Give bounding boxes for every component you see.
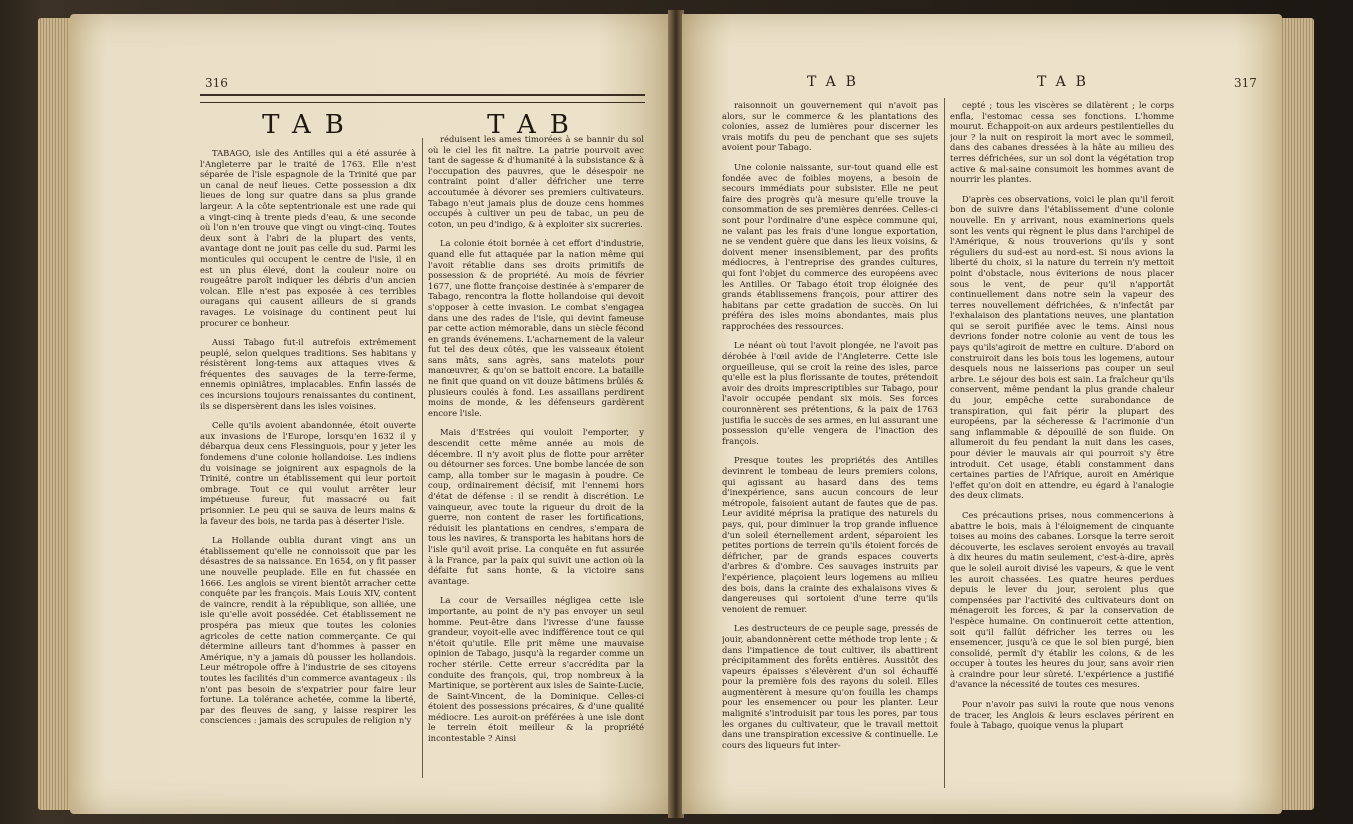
page-number-right: 317 [1234,76,1257,90]
left-page-edges [38,18,72,810]
column-divider-left [422,138,423,778]
paragraph: Aussi Tabago fut-il autrefois extrêmement peuplé, selon quelques traditions. Ses habitans y résistèrent long-tems aux attaques vives & fréquentes des sauvages de la terre-ferme, ennemis opiniâtres, implacables. Enfin lassés de ces incursions toujours renaissantes du continent, ils se dispersèrent dans les isles voisines. [200,337,416,411]
paragraph: La Hollande oublia durant vingt ans un établissement qu'elle ne connoissoit que par les désastres de sa naissance. En 1654, on y fit passer une nouvelle peuplade. Elle en fut chassée en 1666. Les anglois se virent bientôt arracher cette conquête par les françois. Mais Louis XIV, content de vaincre, rendit à la république, son alliée, une isle qu'elle avoit possédée. Cet établissement ne prospéra pas mieux que toutes les colonies agricoles de cette nation commerçante. Ce qui détermine ailleurs tant d'hommes à passer en Amérique, n'y a jamais dû pousser les hollandois. Leur métropole offre à l'industrie de ses citoyens toutes les facilités d'un commerce avantageux : ils n'ont pas besoin de s'expatrier pour faire leur fortune. La tolérance achetée, comme la liberté, par des fleuves de sang, y laisse respirer les consciences : jamais des scrupules de religion n'y [200,535,416,726]
left-column-2 [428,134,644,803]
left-page [70,14,670,814]
column-heading-2: TAB [487,110,583,140]
running-head-right: TAB [1037,74,1096,90]
paragraph: Une colonie naissante, sur-tout quand elle est fondée avec de foibles moyens, a besoin de secours immédiats pour subsister. Elle ne peut faire des progrès qu'à mesure qu'elle trouve la consommation de ses premières denrées. Celles-ci sont pour l'ordinaire d'une espèce commune qui, ne valant pas les frais d'une longue exportation, ne se vendent guère que dans les lieux voisins, & doivent mener insensiblement, par des profits médiocres, à l'entreprise des grandes cultures, qui font l'objet du commerce des européens avec les Antilles. Or Tabago étoit trop éloignée des grands établissemens françois, pour attirer des habitans par cette gradation de succès. On lui préféra des isles moins abondantes, mais plus rapprochées des ressources. [722,161,938,331]
paragraph: raisonnoit un gouvernement qui n'avoit pas alors, sur le commerce & les plantations des colonies, assez de lumières pour discerner les vrais motifs du peu de penchant que ses sujets avoient pour Tabago. [722,100,938,153]
running-head-left: TAB [807,74,866,90]
right-page-edges [1280,18,1314,810]
right-column-1 [722,100,938,805]
paragraph: D'après ces observations, voici le plan qu'il feroit bon de suivre dans l'établissement d'une colonie nouvelle. En y arrivant, nous examinerions quels sont les vents qui règnent le plus dans l'archipel de l'Amérique, & nous trouverions qu'ils y sont réguliers du sud-est au nord-est. Si nous avions la liberté du choix, si la nature du terrein n'y mettoit point d'obstacle, nous éviterions de nous placer sous le vent, de peur qu'il n'apportât continuellement dans notre sein la vapeur des terres nouvellement défrichées, & n'infectât par l'exhalaison des plantations neuves, une plantation qui se seroit purifiée avec le tems. Ainsi nous devrions fonder notre colonie au vent de tous les pays qu'ils'agiroit de mettre en culture. D'abord on construiroit dans les bois tous les logemens, autour desquels nous ne laisserions pas couper un seul arbre. Le séjour des bois est sain. La fraîcheur qu'ils conservent, même pendant la plus grande chaleur du jour, empêche cette surabondance de transpiration, qui fait périr la plupart des européens, par la sécheresse & l'acrimonie d'un sang inflammable & dépouillé de son fluide. On allumeroit du feu pendant la nuit dans les cases, pour dévier le mauvais air qui pourroit s'y être introduit. Cet usage, établi constamment dans certaines parties de l'Afrique, auroit en Amérique l'effet qu'on doit en attendre, eu égard à l'analogie des deux climats. [950,193,1174,501]
paragraph: cepté ; tous les viscères se dilatèrent ; le corps enfla, l'estomac cessa ses fonctions. L'homme mourut. Échappoit-on aux ardeurs pestilentielles du jour ? la nuit on respiroit la mort avec le sommeil, dans des cabanes dressées à la hâte au milieu des terres défrichées, sur un sol dont la végétation trop active & mal-saine consumoit les hommes avant de nourrir les plantes. [950,100,1174,185]
page-number-left: 316 [205,76,228,90]
paragraph: Pour n'avoir pas suivi la route que nous venons de tracer, les Anglois & leurs esclaves périrent en foule à Tabago, quoique venus la plupart [950,699,1174,731]
column-heading-1: TAB [262,110,358,140]
paragraph: La colonie étoit bornée à cet effort d'industrie, quand elle fut attaquée par la nation même qui l'avoit rétablie dans ses droits primitifs de possession & de propriété. Au mois de février 1677, une flotte françoise destinée à s'emparer de Tabago, rencontra la flotte hollandoise qui devoit s'opposer à cette invasion. Le combat s'engagea dans une des rades de l'isle, qui devint fameuse par cette action mémorable, dans un siècle fécond en grands événemens. L'acharnement de la valeur fut tel des deux côtés, que les vaisseaux étoient sans mâts, sans agrès, sans matelots pour manœuvrer, & qu'on se battoit encore. La bataille ne finit que quand on vit douze bâtimens brûlés & plusieurs coulés à fond. Les assaillans perdirent moins de monde, & les défenseurs gardèrent encore l'isle. [428,238,644,418]
paragraph: Mais d'Estrées qui vouloit l'emporter, y descendit cette même année au mois de décembre. Il n'y avoit plus de flotte pour arrêter ou détourner ses forces. Une bombe lancée de son camp, alla tomber sur le magasin à poudre. Ce coup, ordinairement décisif, mit l'ennemi hors d'état de défense : il se rendit à discrétion. Le vainqueur, avec toute la rigueur du droit de la guerre, non content de raser les fortifications, réduisit les plantations en cendres, s'empara de tous les navires, & transporta les habitans hors de l'isle qu'il avoit prise. La conquête en fut assurée à la France, par la paix qui suivit une action où la défaite fut sans honte, & la victoire sans avantage. [428,427,644,586]
paragraph: Le néant où tout l'avoit plongée, ne l'avoit pas dérobée à l'œil avide de l'Angleterre. Cette isle orgueilleuse, qui se croit la reine des isles, parce qu'elle est la plus florissante de toutes, prétendoit avoir des droits imprescriptibles sur Tabago, pour l'avoir occupée pendant six mois. Ses forces couronnèrent ses prétentions, & la paix de 1763 justifia le succès de ses armes, en lui assurant une possession qu'elle vengera de l'inaction des françois. [722,340,938,446]
paragraph: Presque toutes les propriétés des Antilles devinrent le tombeau de leurs premiers colons, qui agissant au hasard dans des tems d'inexpérience, sans aucun concours de leur métropole, faisoient autant de fautes que de pas. Leur avidité méprisa la pratique des naturels du pays, qui, pour diminuer la trop grande influence d'un soleil éternellement ardent, séparoient les petites portions de terrein qu'ils étoient forcés de défricher, par de grands espaces couverts d'arbres & d'ombre. Ces sauvages instruits par l'expérience, plaçoient leurs logemens au milieu des bois, dans la crainte des exhalaisons vives & dangereuses qui sortoient d'une terre qu'ils venoient de remuer. [722,455,938,614]
paragraph: réduisent les ames timorées à se bannir du sol où le ciel les fit naître. La patrie pourvoit avec tant de sagesse & d'humanité à la subsistance & à l'occupation des pauvres, que le désespoir ne contraint point d'aller défricher une terre accoutumée à dévorer ses premiers cultivateurs. Tabago n'eut jamais plus de douze cens hommes occupés à cultiver un peu de tabac, un peu de coton, un peu d'indigo, & à exploiter six sucreries. [428,134,644,229]
top-rule-left [200,94,645,103]
paragraph: Les destructeurs de ce peuple sage, pressés de jouir, abandonnèrent cette méthode trop lente ; & dans l'impatience de tout cultiver, ils abattirent précipitamment des forêts entières. Aussitôt des vapeurs épaisses s'élevèrent d'un sol échauffé pour la première fois des rayons du soleil. Elles augmentèrent à mesure qu'on fouilla les champs pour les ensemencer ou pour les planter. Leur malignité s'introduisit par tous les pores, par tous les organes du cultivateur, que le travail mettoit dans une transpiration excessive & continuelle. Le cours des liqueurs fut inter- [722,623,938,750]
right-column-2 [950,100,1174,805]
right-page [682,14,1282,814]
paragraph: TABAGO, isle des Antilles qui a été assurée à l'Angleterre par le traité de 1763. Elle n'est séparée de l'isle espagnole de la Trinité que par un canal de neuf lieues. Cette possession a dix lieues de long sur quatre dans sa plus grande largeur. A la côte septentrionale est une rade qui a vingt-cinq à trente pieds d'eau, & une seconde où l'on n'en trouve que vingt ou vingt-cinq. Toutes deux sont à l'abri de la plupart des vents, avantage dont ne jouit pas celle du sud. Parmi les monticules qui occupent le centre de l'isle, il en est un plus élevé, dont la couleur noire ou rougeâtre paroît indiquer les débris d'un ancien volcan. Elle n'est pas exposée à ces terribles ouragans qui causent ailleurs de si grands ravages. Le voisinage du continent peut lui procurer ce bonheur. [200,148,416,328]
left-column-1 [200,148,416,803]
paragraph: Ces précautions prises, nous commencerions à abattre le bois, mais à l'éloignement de cinquante toises au moins des cabanes. Lorsque la terre seroit découverte, les esclaves seroient envoyés au travail à dix heures du matin seulement, c'est-à-dire, après que le soleil auroit divisé les vapeurs, & que le vent les auroit chassées. Les quatre heures perdues depuis le lever du jour, seroient plus que compensées par l'activité des cultivateurs dont on ménageroit les forces, & par la conservation de l'espèce humaine. On continueroit cette attention, soit qu'il fallût défricher les terres ou les ensemencer, jusqu'à ce que le sol bien purgé, bien consolidé, permît d'y établir les colons, & de les occuper à toutes les heures du jour, sans avoir rien à craindre pour leur sûreté. L'expérience a justifié d'avance la nécessité de toutes ces mesures. [950,509,1174,690]
paragraph: La cour de Versailles négligea cette isle importante, au point de n'y pas envoyer un seul homme. Peut-être dans l'ivresse d'une fausse grandeur, voyoit-elle avec indifférence tout ce qui n'étoit qu'utile. Elle prit même une mauvaise opinion de Tabago, jusqu'à la regarder comme un rocher stérile. Cette erreur s'accrédita par la conduite des françois, qui, trop nombreux à la Martinique, se portèrent aux isles de Sainte-Lucie, de Saint-Vincent, de la Dominique. Celles-ci étoient des possessions précaires, & d'une qualité médiocre. Les auroit-on préférées à une isle dont le terrein étoit meilleur & la propriété incontestable ? Ainsi [428,595,644,744]
column-divider-right [944,98,945,788]
paragraph: Celle qu'ils avoient abandonnée, étoit ouverte aux invasions de l'Europe, lorsqu'en 1632 il y débarqua deux cens Flessinguois, pour y jeter les fondemens d'une colonie hollandoise. Les indiens du voisinage se joignirent aux espagnols de la Trinité, contre un établissement qui leur portoit ombrage. Tout ce qui voulut arrêter leur impétueuse fureur, fut massacré ou fait prisonnier. Le peu qui se sauva de leurs mains & la faveur des bois, ne tarda pas à déserter l'isle. [200,420,416,526]
